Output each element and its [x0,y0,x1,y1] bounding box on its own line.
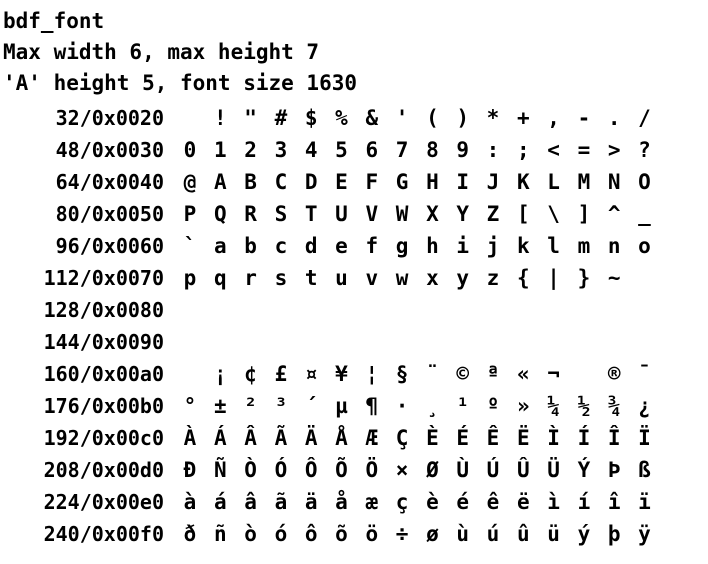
glyph-row [0,169,708,195]
glyph-cell: f [365,234,379,258]
glyph-cell [296,329,326,355]
glyph-cell [236,329,266,355]
glyph-cell: = [577,138,591,162]
glyph-cell: À [183,426,197,450]
codepoint-label: 80/0x0050 [55,202,164,226]
glyph-row [0,201,708,227]
glyph-cell: Ñ [213,458,227,482]
glyph-cell: × [395,458,409,482]
glyph-cell [569,361,599,387]
glyph-cell: æ [365,490,379,514]
glyph-cell: Â [244,426,257,450]
glyph-row [0,489,708,515]
glyph-cell: / [638,106,651,130]
glyph-cell: ò [244,522,257,546]
codepoint-label: 128/0x0080 [43,298,164,322]
glyph-cell [448,297,478,323]
glyph-cell: ¨ [426,362,439,386]
glyph-cell: à [183,490,197,514]
glyph-cell: 7 [395,138,409,162]
glyph-cell [539,297,569,323]
glyph-cell: P [183,202,197,226]
codepoint-label: 48/0x0030 [55,138,164,162]
glyph-cell: ± [213,394,227,418]
glyph-cell: , [547,106,560,130]
glyph-cell [630,297,660,323]
glyph-cell [478,297,508,323]
glyph-cell [599,329,629,355]
glyph-cell: Ó [274,458,288,482]
glyph-cell: j [486,234,500,258]
glyph-cell: W [395,202,409,226]
glyph-cell [266,329,296,355]
glyph-cell: O [638,170,651,194]
glyph-cell: V [365,202,379,226]
glyph-cell: § [395,362,409,386]
glyph-cell: ; [516,138,530,162]
glyph-cell: É [456,426,470,450]
glyph-cell: t [304,266,318,290]
glyph-cell: v [365,266,379,290]
glyph-cell [417,329,447,355]
glyph-cell: { [516,266,530,290]
glyph-cell: ¡ [213,362,227,386]
glyph-cell: ¦ [365,362,379,386]
glyph-cell: i [456,234,470,258]
glyph-cell: ¤ [304,362,318,386]
glyph-cell: F [365,170,379,194]
glyph-cell: q [213,266,227,290]
glyph-cell: è [426,490,439,514]
glyph-cell: ³ [274,394,288,418]
glyph-cell: ë [516,490,530,514]
glyph-cell: Ä [304,426,318,450]
glyph-cell: w [395,266,409,290]
glyph-row [0,393,708,419]
glyph-cell [417,297,447,323]
glyph-cell: » [516,394,530,418]
codepoint-label: 176/0x00b0 [43,394,164,418]
font-info-text: 'A' height 5, font size 1630 [3,71,358,95]
glyph-cell: c [274,234,288,258]
glyph-cell [539,329,569,355]
glyph-cell: Ï [638,426,651,450]
glyph-cell: î [607,490,621,514]
glyph-cell: ¾ [607,394,621,418]
glyph-cell: $ [304,106,318,130]
glyph-cell: \ [547,202,560,226]
glyph-row [0,297,708,323]
codepoint-label: 64/0x0040 [55,170,164,194]
glyph-row [0,233,708,259]
glyph-cell: n [607,234,621,258]
glyph-cell: " [244,106,257,130]
glyph-cell: ñ [213,522,227,546]
glyph-cell: T [304,202,318,226]
glyph-cell: # [274,106,288,130]
glyph-cell [630,265,660,291]
glyph-cell: ç [395,490,409,514]
glyph-cell [266,297,296,323]
glyph-cell: 2 [244,138,257,162]
glyph-cell: Ã [274,426,288,450]
glyph-cell: ú [486,522,500,546]
glyph-cell: ô [304,522,318,546]
glyph-cell: } [577,266,591,290]
glyph-cell: ó [274,522,288,546]
glyph-cell: · [395,394,409,418]
glyph-cell: * [486,106,500,130]
glyph-cell: £ [274,362,288,386]
glyph-cell: ¥ [335,362,348,386]
glyph-cell: o [638,234,651,258]
glyph-cell [630,329,660,355]
glyph-cell: ¶ [365,394,379,418]
glyph-cell [387,297,417,323]
glyph-row [0,425,708,451]
codepoint-label: 208/0x00d0 [43,458,164,482]
glyph-cell: Ö [365,458,379,482]
glyph-cell: ÿ [638,522,651,546]
glyph-cell: p [183,266,197,290]
codepoint-label: 224/0x00e0 [43,490,164,514]
glyph-cell [599,297,629,323]
font-dimensions-text: Max width 6, max height 7 [3,40,320,64]
glyph-cell: g [395,234,409,258]
codepoint-label: 112/0x0070 [43,266,164,290]
glyph-cell: a [213,234,227,258]
glyph-cell: È [426,426,439,450]
glyph-cell: 4 [304,138,318,162]
glyph-cell: ¼ [547,394,560,418]
glyph-cell: ¬ [547,362,560,386]
glyph-cell: L [547,170,560,194]
glyph-cell [296,297,326,323]
glyph-cell: í [577,490,591,514]
glyph-cell: m [577,234,591,258]
glyph-cell: M [577,170,591,194]
glyph-cell: Ç [395,426,409,450]
glyph-cell: Õ [335,458,348,482]
glyph-cell [387,329,417,355]
glyph-cell: ¿ [638,394,651,418]
glyph-cell [205,329,235,355]
glyph-cell: Û [516,458,530,482]
glyph-cell: õ [335,522,348,546]
codepoint-label: 96/0x0060 [55,234,164,258]
glyph-cell: ? [638,138,651,162]
glyph-cell: k [516,234,530,258]
glyph-row [0,521,708,547]
glyph-cell: ® [607,362,621,386]
glyph-cell: & [365,106,379,130]
glyph-cell: 1 [213,138,227,162]
glyph-cell: © [456,362,470,386]
glyph-cell: ~ [607,266,621,290]
glyph-cell [205,297,235,323]
glyph-row [0,265,708,291]
glyph-cell: Ë [516,426,530,450]
glyph-cell: ² [244,394,257,418]
glyph-cell: S [274,202,288,226]
glyph-cell: ( [426,106,439,130]
glyph-cell: Y [456,202,470,226]
glyph-cell: ª [486,362,500,386]
glyph-cell: å [335,490,348,514]
glyph-cell: R [244,202,257,226]
glyph-cell: | [547,266,560,290]
glyph-cell: ö [365,522,379,546]
glyph-cell: - [577,106,591,130]
glyph-cell: 8 [426,138,439,162]
glyph-cell: ø [426,522,439,546]
glyph-cell: J [486,170,500,194]
glyph-cell: â [244,490,257,514]
glyph-cell: 5 [335,138,348,162]
glyph-cell: ý [577,522,591,546]
glyph-cell: s [274,266,288,290]
glyph-cell: û [516,522,530,546]
glyph-cell [175,105,205,131]
glyph-cell: Þ [607,458,621,482]
glyph-cell: Á [213,426,227,450]
glyph-cell: ` [183,234,197,258]
glyph-cell: Q [213,202,227,226]
glyph-cell: ! [213,106,227,130]
glyph-cell: l [547,234,560,258]
glyph-cell: G [395,170,409,194]
glyph-cell [175,329,205,355]
glyph-cell: r [244,266,257,290]
glyph-cell: _ [638,202,651,226]
glyph-cell: Ô [304,458,318,482]
glyph-cell: ° [183,394,197,418]
glyph-cell: C [274,170,288,194]
glyph-cell: Å [335,426,348,450]
glyph-cell: ð [183,522,197,546]
glyph-cell [569,297,599,323]
glyph-cell [357,297,387,323]
glyph-cell: Z [486,202,500,226]
glyph-cell: N [607,170,621,194]
glyph-cell: Æ [365,426,379,450]
glyph-cell: ï [638,490,651,514]
glyph-cell: º [486,394,500,418]
glyph-cell: ´ [304,394,318,418]
glyph-cell: Ì [547,426,560,450]
glyph-cell: E [335,170,348,194]
glyph-cell: @ [183,170,197,194]
glyph-cell [236,297,266,323]
glyph-cell [569,329,599,355]
glyph-cell: é [456,490,470,514]
glyph-cell [478,329,508,355]
font-name-title: bdf_font [3,9,105,33]
glyph-cell: µ [335,394,348,418]
glyph-cell: 0 [183,138,197,162]
glyph-cell: ] [577,202,591,226]
glyph-cell: ' [395,106,409,130]
glyph-cell: B [244,170,257,194]
glyph-cell: Ü [547,458,560,482]
codepoint-label: 32/0x0020 [55,106,164,130]
codepoint-label: 192/0x00c0 [43,426,164,450]
glyph-cell: : [486,138,500,162]
glyph-cell: Ú [486,458,500,482]
glyph-cell [175,297,205,323]
glyph-cell: % [335,106,348,130]
glyph-cell: I [456,170,470,194]
glyph-row [0,329,708,355]
glyph-cell: Ù [456,458,470,482]
glyph-cell: D [304,170,318,194]
glyph-cell: y [456,266,470,290]
glyph-cell [448,329,478,355]
glyph-cell: Î [607,426,621,450]
glyph-cell: X [426,202,439,226]
glyph-cell: ì [547,490,560,514]
glyph-cell: ) [456,106,470,130]
glyph-cell: < [547,138,560,162]
glyph-row [0,137,708,163]
codepoint-label: 160/0x00a0 [43,362,164,386]
glyph-cell: Ð [183,458,197,482]
glyph-cell: + [516,106,530,130]
glyph-cell: ù [456,522,470,546]
glyph-cell: u [335,266,348,290]
glyph-cell [175,361,205,387]
glyph-cell: ã [274,490,288,514]
glyph-cell: « [516,362,530,386]
glyph-cell: U [335,202,348,226]
codepoint-label: 144/0x0090 [43,330,164,354]
glyph-cell: b [244,234,257,258]
glyph-cell: 9 [456,138,470,162]
glyph-cell: K [516,170,530,194]
glyph-cell [357,329,387,355]
glyph-cell: Ø [426,458,439,482]
glyph-cell: e [335,234,348,258]
glyph-cell: ¹ [456,394,470,418]
glyph-cell: > [607,138,621,162]
glyph-cell: h [426,234,439,258]
glyph-cell: Ò [244,458,257,482]
glyph-cell: Í [577,426,591,450]
glyph-cell: ¢ [244,362,257,386]
glyph-cell: z [486,266,500,290]
glyph-row [0,361,708,387]
glyph-cell: H [426,170,439,194]
glyph-cell: x [426,266,439,290]
glyph-cell: ¯ [638,362,651,386]
glyph-cell: ß [638,458,651,482]
glyph-row [0,105,708,131]
glyph-cell: Ê [486,426,500,450]
glyph-cell: . [607,106,621,130]
glyph-cell: ü [547,522,560,546]
glyph-cell: 6 [365,138,379,162]
glyph-cell: ê [486,490,500,514]
glyph-cell: d [304,234,318,258]
glyph-cell: ¸ [426,394,439,418]
glyph-cell: [ [516,202,530,226]
glyph-cell: ä [304,490,318,514]
glyph-cell: á [213,490,227,514]
glyph-cell: ÷ [395,522,409,546]
glyph-cell [327,329,357,355]
glyph-cell [508,297,538,323]
glyph-row [0,457,708,483]
glyph-cell: A [213,170,227,194]
codepoint-label: 240/0x00f0 [43,522,164,546]
glyph-cell: þ [607,522,621,546]
glyph-cell: ½ [577,394,591,418]
glyph-cell: 3 [274,138,288,162]
glyph-cell: ^ [607,202,621,226]
glyph-cell [508,329,538,355]
glyph-cell [327,297,357,323]
glyph-cell: Ý [577,458,591,482]
